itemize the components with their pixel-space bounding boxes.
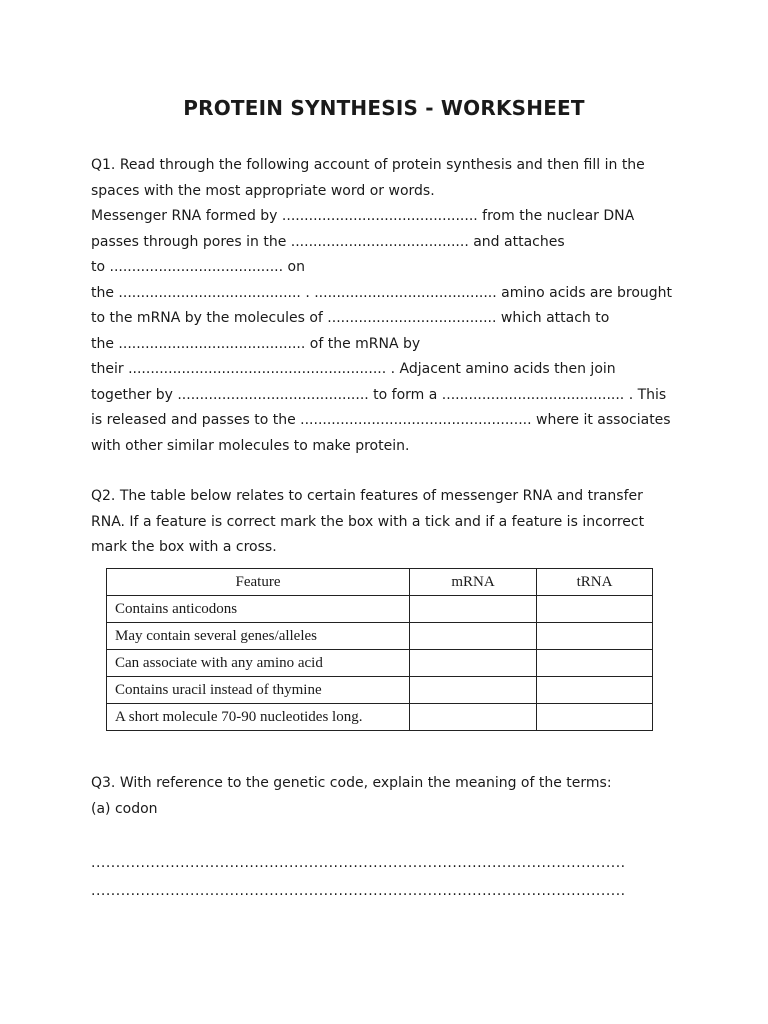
q1-line: the ......................................... . ......................................... amino acids are brought bbox=[91, 284, 673, 301]
q3-line: (a) codon bbox=[91, 800, 158, 817]
mrna-answer-box[interactable] bbox=[410, 596, 537, 623]
codon-answer-area[interactable] bbox=[91, 849, 626, 905]
table-row bbox=[107, 596, 653, 623]
feature-cell: May contain several genes/alleles bbox=[107, 623, 410, 650]
q1-line: with other similar molecules to make protein. bbox=[91, 437, 410, 454]
q1-line: passes through pores in the ........................................ and attaches bbox=[91, 233, 565, 250]
q1-line: to the mRNA by the molecules of ...................................... which attach to bbox=[91, 310, 610, 326]
header-feature: Feature bbox=[107, 569, 410, 596]
header-mrna: mRNA bbox=[410, 569, 537, 596]
q1-line: Messenger RNA formed by ............................................ from the nuclear DNA bbox=[91, 208, 635, 224]
q3-line: Q3. With reference to the genetic code, explain the meaning of the terms: bbox=[91, 775, 612, 791]
header-trna: tRNA bbox=[537, 569, 653, 596]
features-table bbox=[106, 568, 653, 731]
q1-line: is released and passes to the .................................................... where it associates bbox=[91, 412, 671, 428]
mrna-answer-box[interactable] bbox=[410, 704, 537, 731]
table-row bbox=[107, 650, 653, 677]
trna-answer-box[interactable] bbox=[537, 623, 653, 650]
question-2 bbox=[91, 484, 681, 561]
feature-cell: Contains anticodons bbox=[107, 596, 410, 623]
q1-line: Q1. Read through the following account of protein synthesis and then fill in the bbox=[91, 157, 645, 173]
q1-line: spaces with the most appropriate word or words. bbox=[91, 182, 435, 199]
q2-line: mark the box with a cross. bbox=[91, 539, 277, 555]
table-row bbox=[107, 623, 653, 650]
q2-line: RNA. If a feature is correct mark the box with a tick and if a feature is incorrect bbox=[91, 513, 645, 530]
trna-answer-box[interactable] bbox=[537, 596, 653, 623]
trna-answer-box[interactable] bbox=[537, 650, 653, 677]
answer-line[interactable]: ............................................................................................................ bbox=[91, 883, 626, 899]
table-row bbox=[107, 704, 653, 731]
mrna-answer-box[interactable] bbox=[410, 623, 537, 650]
table-row bbox=[107, 677, 653, 704]
table-header-row bbox=[107, 569, 653, 596]
question-3 bbox=[91, 771, 681, 822]
q1-line: together by ........................................... to form a ......................................... . This bbox=[91, 386, 667, 403]
feature-cell: A short molecule 70-90 nucleotides long. bbox=[107, 704, 410, 731]
mrna-answer-box[interactable] bbox=[410, 650, 537, 677]
q1-line: to ....................................... on bbox=[91, 259, 305, 275]
q1-line: their .......................................................... . Adjacent amino acids then join bbox=[91, 361, 616, 377]
answer-line[interactable]: ............................................................................................................ bbox=[91, 855, 626, 871]
trna-answer-box[interactable] bbox=[537, 677, 653, 704]
worksheet-title: PROTEIN SYNTHESIS - WORKSHEET bbox=[183, 96, 585, 120]
feature-cell: Can associate with any amino acid bbox=[107, 650, 410, 677]
q2-line: Q2. The table below relates to certain features of messenger RNA and transfer bbox=[91, 488, 643, 504]
feature-cell: Contains uracil instead of thymine bbox=[107, 677, 410, 704]
question-1 bbox=[91, 153, 681, 459]
q1-line: the .......................................... of the mRNA by bbox=[91, 335, 421, 352]
mrna-answer-box[interactable] bbox=[410, 677, 537, 704]
trna-answer-box[interactable] bbox=[537, 704, 653, 731]
